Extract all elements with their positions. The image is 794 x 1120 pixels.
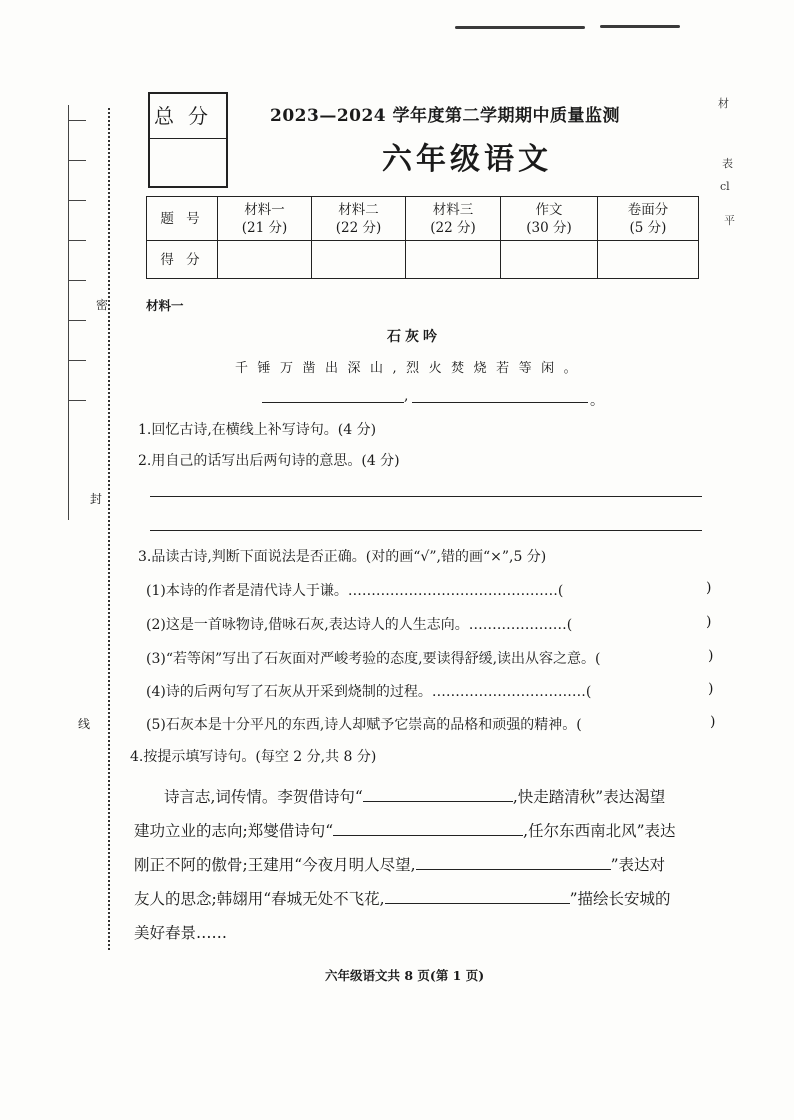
- fill-blank-3[interactable]: [416, 851, 611, 870]
- q3-item-5: (5)石灰本是十分平凡的东西,诗人却赋予它崇高的品格和顽强的精神。(: [146, 717, 582, 733]
- answer-paren[interactable]: ): [706, 614, 712, 630]
- period: 。: [590, 393, 604, 409]
- poem-blank-2[interactable]: [412, 402, 588, 403]
- binding-tick: [68, 360, 86, 361]
- col-neatness: 卷面分 (5 分): [598, 197, 699, 241]
- section-label: 材料一: [146, 298, 184, 313]
- q3-item-3: (3)“若等闲”写出了石灰面对严峻考验的态度,要读得舒缓,读出从容之意。(: [146, 651, 601, 667]
- poem-line: 千锤万凿出深山,烈火焚烧若等闲。: [235, 361, 587, 376]
- q3-item-1: (1)本诗的作者是清代诗人于谦。………………………………………(: [146, 583, 564, 599]
- answer-line[interactable]: [150, 496, 702, 497]
- exam-subtitle: 2023—2024 学年度第二学期期中质量监测: [270, 106, 621, 126]
- question-3: 3.品读古诗,判断下面说法是否正确。(对的画“√”,错的画“×”,5 分): [138, 549, 547, 565]
- binding-tick: [68, 240, 86, 241]
- seal-label-xian: 线: [78, 717, 91, 731]
- seal-label-feng: 封: [90, 492, 103, 506]
- question-2: 2.用自己的话写出后两句诗的意思。(4 分): [138, 453, 400, 469]
- row-label-question: 题 号: [147, 197, 218, 241]
- col-essay: 作文 (30 分): [501, 197, 598, 241]
- seal-label-mi: 密: [96, 298, 109, 312]
- score-cell[interactable]: [406, 241, 501, 279]
- question-4: 4.按提示填写诗句。(每空 2 分,共 8 分): [130, 749, 377, 765]
- poem-blank-1[interactable]: [262, 402, 404, 403]
- binding-tick: [68, 400, 86, 401]
- q4-paragraph: 诗言志,词传情。李贺借诗句“ ,快走踏清秋”表达渴望 建功立业的志向;郑燮借诗句“ ,任尔东西南北风”表达 刚正不阿的傲骨;王建用“今夜月明人尽望, ”表达对 友人的思念;韩翃用“春城无处不飞花, ”描绘长安城的 美好春景……: [134, 780, 724, 950]
- fill-blank-1[interactable]: [363, 783, 513, 802]
- fill-blank-4[interactable]: [385, 885, 570, 904]
- grade-table: [146, 196, 699, 279]
- binding-tick: [68, 320, 86, 321]
- col-material-1: 材料一 (21 分): [218, 197, 312, 241]
- page-footer: 六年级语文共 8 页(第 1 页): [325, 968, 485, 983]
- fill-blank-2[interactable]: [333, 817, 523, 836]
- exam-title: 六年级语文: [382, 142, 552, 177]
- seal-dotted-line: [108, 108, 110, 950]
- q3-item-2: (2)这是一首咏物诗,借咏石灰,表达诗人的人生志向。…………………(: [146, 617, 573, 633]
- comma: ,: [404, 388, 409, 404]
- edge-text: 表: [722, 157, 733, 170]
- q3-item-4: (4)诗的后两句写了石灰从开采到烧制的过程。……………………………(: [146, 684, 592, 700]
- binding-tick: [68, 200, 86, 201]
- answer-paren[interactable]: ): [708, 648, 714, 664]
- scan-mark: [455, 26, 585, 29]
- total-score-label: 总分: [150, 94, 226, 139]
- binding-tick: [68, 120, 86, 121]
- binding-line: [68, 105, 69, 520]
- score-cell[interactable]: [312, 241, 406, 279]
- row-label-score: 得 分: [147, 241, 218, 279]
- binding-tick: [68, 160, 86, 161]
- col-material-3: 材料三 (22 分): [406, 197, 501, 241]
- score-cell[interactable]: [598, 241, 699, 279]
- col-material-2: 材料二 (22 分): [312, 197, 406, 241]
- total-score-box: [148, 92, 228, 188]
- question-1: 1.回忆古诗,在横线上补写诗句。(4 分): [138, 422, 377, 438]
- binding-tick: [68, 280, 86, 281]
- score-cell[interactable]: [218, 241, 312, 279]
- edge-text: 平: [724, 214, 735, 227]
- edge-text: cl: [720, 180, 730, 193]
- answer-paren[interactable]: ): [708, 681, 714, 697]
- edge-text: 材: [718, 97, 729, 110]
- answer-line[interactable]: [150, 530, 702, 531]
- answer-paren[interactable]: ): [706, 580, 712, 596]
- score-cell[interactable]: [501, 241, 598, 279]
- scan-mark: [600, 25, 680, 28]
- poem-title: 石灰吟: [387, 329, 441, 345]
- answer-paren[interactable]: ): [710, 714, 716, 730]
